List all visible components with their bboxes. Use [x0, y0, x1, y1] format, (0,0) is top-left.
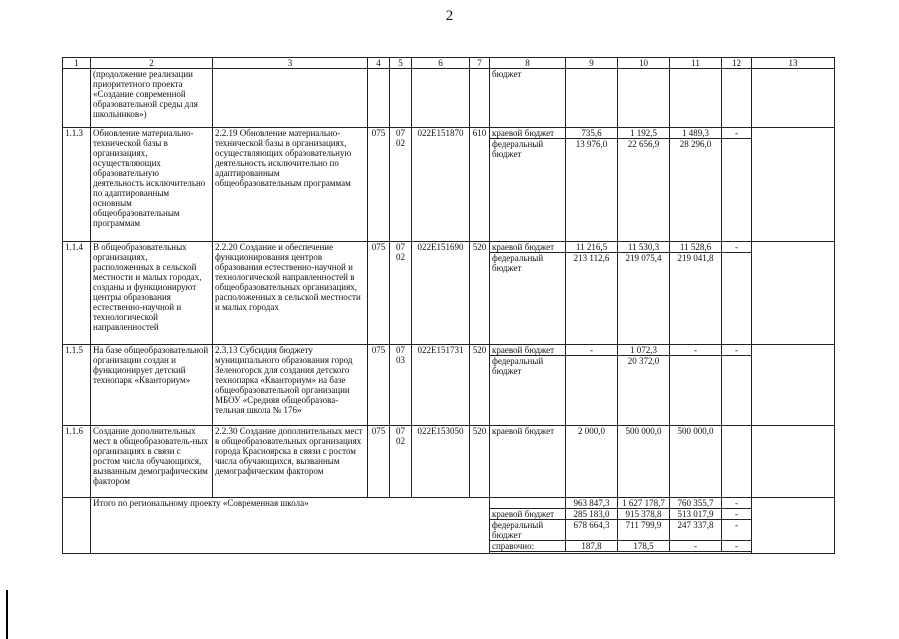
total-row [63, 509, 835, 520]
row-number: 1.1.4 [63, 242, 91, 345]
rzpr-code: 07 02 [390, 426, 412, 498]
total-amount: 285 183,0 [566, 509, 618, 520]
amount-cell: 22 656,9 [618, 139, 670, 242]
vr-code: 520 [470, 345, 490, 426]
event-name: 2.2.19 Обновление материально-технической базы в организациях, осуществляющих образовательную деятельность исключительно по адаптированным общеобразовательным программам [213, 128, 368, 242]
grbs-code: 075 [368, 128, 390, 242]
amount-cell: 11 216,5 [566, 242, 618, 253]
event-name: 2.2.20 Создание и обеспечение функционирования центров образования естественно-научной и технологической направленностей в общеобразовательных организациях, расположенных в сельской местности и малых городах [213, 242, 368, 345]
header-row [63, 58, 835, 69]
total-amount: 915 378,8 [618, 509, 670, 520]
table-row [63, 345, 835, 356]
amount-cell: 20 372,0 [618, 356, 670, 426]
rzpr-code: 07 03 [390, 345, 412, 426]
event-name: 2.2.30 Создание дополнительных мест в общеобразовательных организациях города Красноярска в связи с ростом числа обучающихся, вызванным демографическим фактором [213, 426, 368, 498]
csr-code: 022E151731 [412, 345, 470, 426]
amount-cell: 11 530,3 [618, 242, 670, 253]
grbs-code: 075 [368, 345, 390, 426]
total-amount: - [722, 509, 752, 520]
table-row [63, 426, 835, 498]
amount-cell [722, 253, 752, 345]
amount-cell: 219 041,8 [670, 253, 722, 345]
total-amount: - [670, 541, 722, 552]
budget-source: краевой бюджет [490, 509, 566, 520]
vr-code: 520 [470, 426, 490, 498]
amount-cell: 735,6 [566, 128, 618, 139]
csr-code: 022E151690 [412, 242, 470, 345]
header-cell: 4 [368, 58, 390, 69]
budget-source: краевой бюджет [490, 242, 566, 253]
budget-source: справочно: [490, 541, 566, 552]
header-cell: 10 [618, 58, 670, 69]
event-name: 2.3.13 Субсидия бюджету муниципального образования город Зеленогорск для создания детского технопарка «Кванториум» на базе общеобразовательной организации МБОУ «Средняя общеобразова-тельная школа № 176» [213, 345, 368, 426]
amount-cell: - [566, 345, 618, 356]
table-row [63, 242, 835, 253]
total-amount: 963 847,3 [566, 498, 618, 509]
amount-cell: - [722, 242, 752, 253]
budget-source: федеральный бюджет [490, 356, 566, 426]
header-cell: 9 [566, 58, 618, 69]
amount-cell: - [722, 345, 752, 356]
header-cell: 1 [63, 58, 91, 69]
amount-cell: - [722, 128, 752, 139]
amount-cell: 500 000,0 [670, 426, 722, 498]
total-amount: 187,8 [566, 541, 618, 552]
table-row [63, 128, 835, 139]
header-cell: 6 [412, 58, 470, 69]
row-number: 1.1.3 [63, 128, 91, 242]
csr-code: 022E153050 [412, 426, 470, 498]
amount-cell [670, 356, 722, 426]
amount-cell [722, 426, 752, 498]
grbs-code: 075 [368, 426, 390, 498]
row-number: 1.1.6 [63, 426, 91, 498]
total-amount: 247 337,8 [670, 520, 722, 541]
row-number: 1.1.5 [63, 345, 91, 426]
amount-cell: 500 000,0 [618, 426, 670, 498]
rzpr-code: 07 02 [390, 242, 412, 345]
total-amount: - [722, 541, 752, 552]
amount-cell [722, 139, 752, 242]
budget-source: краевой бюджет [490, 128, 566, 139]
total-label: Итого по региональному проекту «Современная школа» [91, 498, 490, 509]
amount-cell: 28 296,0 [670, 139, 722, 242]
budget-source: бюджет [490, 69, 566, 128]
budget-source: краевой бюджет [490, 345, 566, 356]
header-cell: 12 [722, 58, 752, 69]
amount-cell: 219 075,4 [618, 253, 670, 345]
budget-source: федеральный бюджет [490, 139, 566, 242]
total-amount: 711 799,9 [618, 520, 670, 541]
amount-cell [722, 356, 752, 426]
amount-cell: 1 072,3 [618, 345, 670, 356]
total-amount: - [722, 520, 752, 541]
vr-code: 610 [470, 128, 490, 242]
header-cell: 7 [470, 58, 490, 69]
amount-cell: 213 112,6 [566, 253, 618, 345]
budget-source: краевой бюджет [490, 426, 566, 498]
amount-cell: 2 000,0 [566, 426, 618, 498]
amount-cell: 1 192,5 [618, 128, 670, 139]
header-cell: 8 [490, 58, 566, 69]
budget-table [62, 57, 835, 554]
total-amount: 760 355,7 [670, 498, 722, 509]
amount-cell: 1 489,3 [670, 128, 722, 139]
amount-cell: 13 976,0 [566, 139, 618, 242]
grbs-code: 075 [368, 242, 390, 345]
amount-cell [566, 356, 618, 426]
total-amount: 678 664,3 [566, 520, 618, 541]
header-cell: 11 [670, 58, 722, 69]
result-name: Создание дополнительных мест в общеобразователь-ных организациях в связи с ростом числа обучающихся, вызванным демографическим фактором [91, 426, 213, 498]
header-cell: 13 [752, 58, 835, 69]
budget-source: федеральный бюджет [490, 253, 566, 345]
page-number: 2 [445, 8, 454, 24]
continuation-note: (продолжение реализации приоритетного проекта «Создание современной образовательной среды для школьников») [91, 69, 213, 128]
total-amount: 1 627 178,7 [618, 498, 670, 509]
result-name: На базе общеобразовательной организации создан и функционирует детский технопарк «Кванториум» [91, 345, 213, 426]
total-row [63, 498, 835, 509]
total-amount: - [722, 498, 752, 509]
total-amount: 178,5 [618, 541, 670, 552]
result-name: Обновление материально-технической базы в организациях, осуществляющих образовательную деятельность исключительно по адаптированным основным общеобразовательным программам [91, 128, 213, 242]
csr-code: 022E151870 [412, 128, 470, 242]
header-cell: 3 [213, 58, 368, 69]
table-row [63, 69, 835, 128]
header-cell: 5 [390, 58, 412, 69]
rzpr-code: 07 02 [390, 128, 412, 242]
result-name: В общеобразовательных организациях, расположенных в сельской местности и малых городах, созданы и функционируют центры образования естественно-научной и технологической направленностей [91, 242, 213, 345]
amount-cell: - [670, 345, 722, 356]
amount-cell: 11 528,6 [670, 242, 722, 253]
vr-code: 520 [470, 242, 490, 345]
scan-edge-mark [6, 590, 8, 639]
budget-source: федеральный бюджет [490, 520, 566, 541]
total-amount: 513 017,9 [670, 509, 722, 520]
header-cell: 2 [91, 58, 213, 69]
